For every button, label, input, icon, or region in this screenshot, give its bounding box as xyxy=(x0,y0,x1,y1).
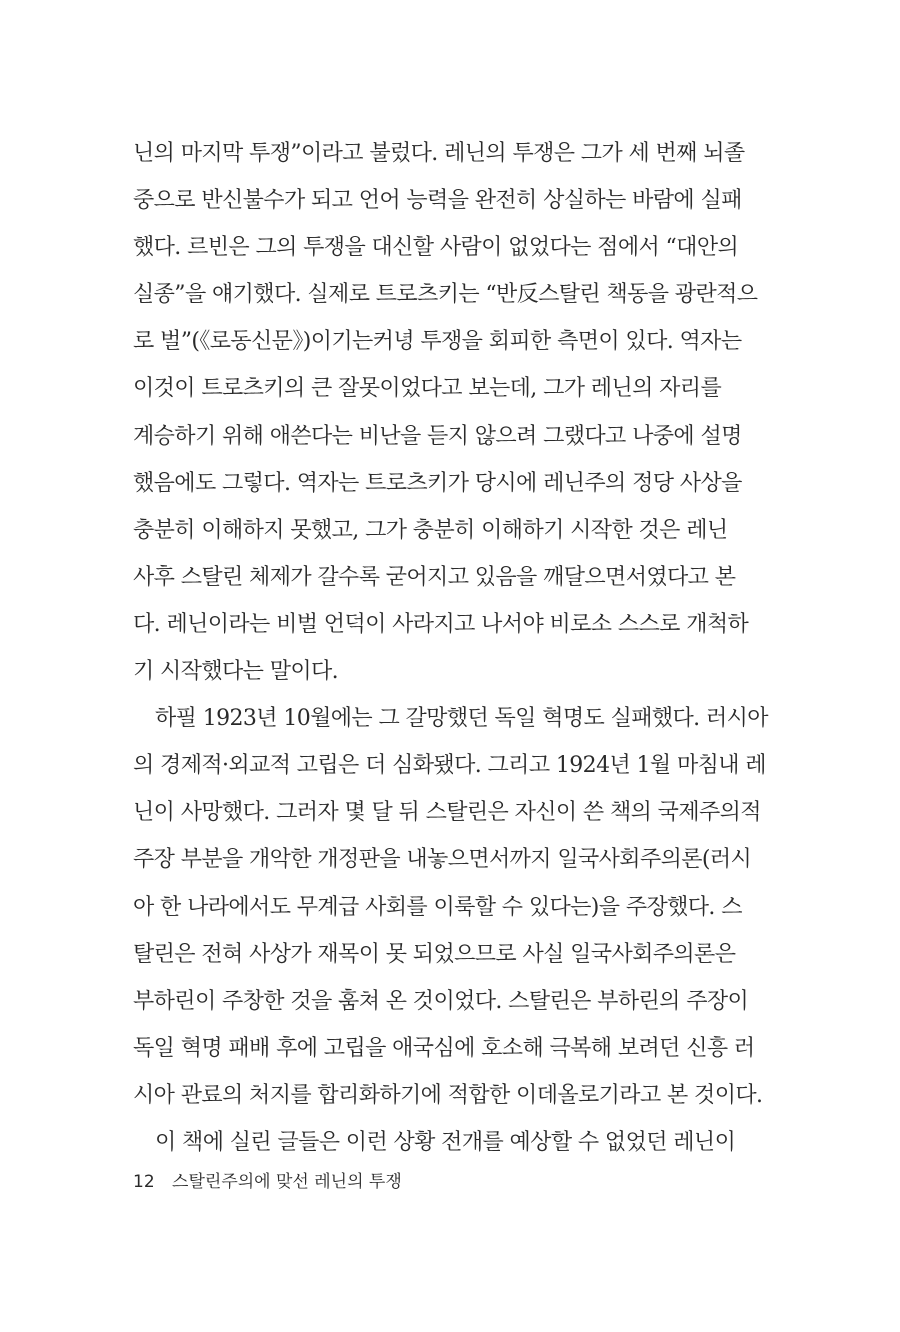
text-line: 탈린은 전혀 사상가 재목이 못 되었으므로 사실 일국사회주의론은 xyxy=(133,941,736,967)
text-line: 이 책에 실린 글들은 이런 상황 전개를 예상할 수 없었던 레닌이 xyxy=(155,1129,736,1155)
body-text xyxy=(133,130,768,1166)
text-line: 했음에도 그렇다. 역자는 트로츠키가 당시에 레닌주의 정당 사상을 xyxy=(133,470,742,496)
text-line: 실종”을 얘기했다. 실제로 트로츠키는 “반反스탈린 책동을 광란적으 xyxy=(133,282,758,308)
text-line: 계승하기 위해 애쓴다는 비난을 듣지 않으려 그랬다고 나중에 설명 xyxy=(133,423,742,449)
text-line: 충분히 이해하지 못했고, 그가 충분히 이해하기 시작한 것은 레닌 xyxy=(133,517,728,543)
text-line: 했다. 르빈은 그의 투쟁을 대신할 사람이 없었다는 점에서 “대안의 xyxy=(133,235,739,261)
text-line: 아 한 나라에서도 무계급 사회를 이룩할 수 있다는)을 주장했다. 스 xyxy=(133,894,742,920)
text-line: 사후 스탈린 체제가 갈수록 굳어지고 있음을 깨달으면서였다고 본 xyxy=(133,564,736,590)
text-line: 독일 혁명 패배 후에 고립을 애국심에 호소해 극복해 보려던 신흥 러 xyxy=(133,1035,755,1061)
text-line: 로 벌”(《로동신문》)이기는커녕 투쟁을 회피한 측면이 있다. 역자는 xyxy=(133,329,742,355)
text-line: 다. 레닌이라는 비벌 언덕이 사라지고 나서야 비로소 스스로 개척하 xyxy=(133,611,749,637)
page-number: 12 xyxy=(133,1172,155,1192)
text-line: 닌이 사망했다. 그러자 몇 달 뒤 스탈린은 자신이 쓴 책의 국제주의적 xyxy=(133,800,761,826)
text-line: 부하린이 주창한 것을 훔쳐 온 것이었다. 스탈린은 부하린의 주장이 xyxy=(133,988,749,1014)
text-line: 시아 관료의 처지를 합리화하기에 적합한 이데올로기라고 본 것이다. xyxy=(133,1082,763,1108)
text-line: 중으로 반신불수가 되고 언어 능력을 완전히 상실하는 바람에 실패 xyxy=(133,188,742,214)
text-line: 주장 부분을 개악한 개정판을 내놓으면서까지 일국사회주의론(러시 xyxy=(133,847,752,873)
text-line: 의 경제적·외교적 고립은 더 심화됐다. 그리고 1924년 1월 마침내 레 xyxy=(133,753,766,779)
page-footer xyxy=(133,1167,402,1192)
text-line: 기 시작했다는 말이다. xyxy=(133,659,339,685)
running-title: 스탈린주의에 맞선 레닌의 투쟁 xyxy=(172,1172,402,1192)
text-line: 닌의 마지막 투쟁”이라고 불렀다. 레닌의 투쟁은 그가 세 번째 뇌졸 xyxy=(133,141,745,166)
text-line: 하필 1923년 10월에는 그 갈망했던 독일 혁명도 실패했다. 러시아 xyxy=(155,706,768,732)
text-line: 이것이 트로츠키의 큰 잘못이었다고 보는데, 그가 레닌의 자리를 xyxy=(133,376,722,402)
